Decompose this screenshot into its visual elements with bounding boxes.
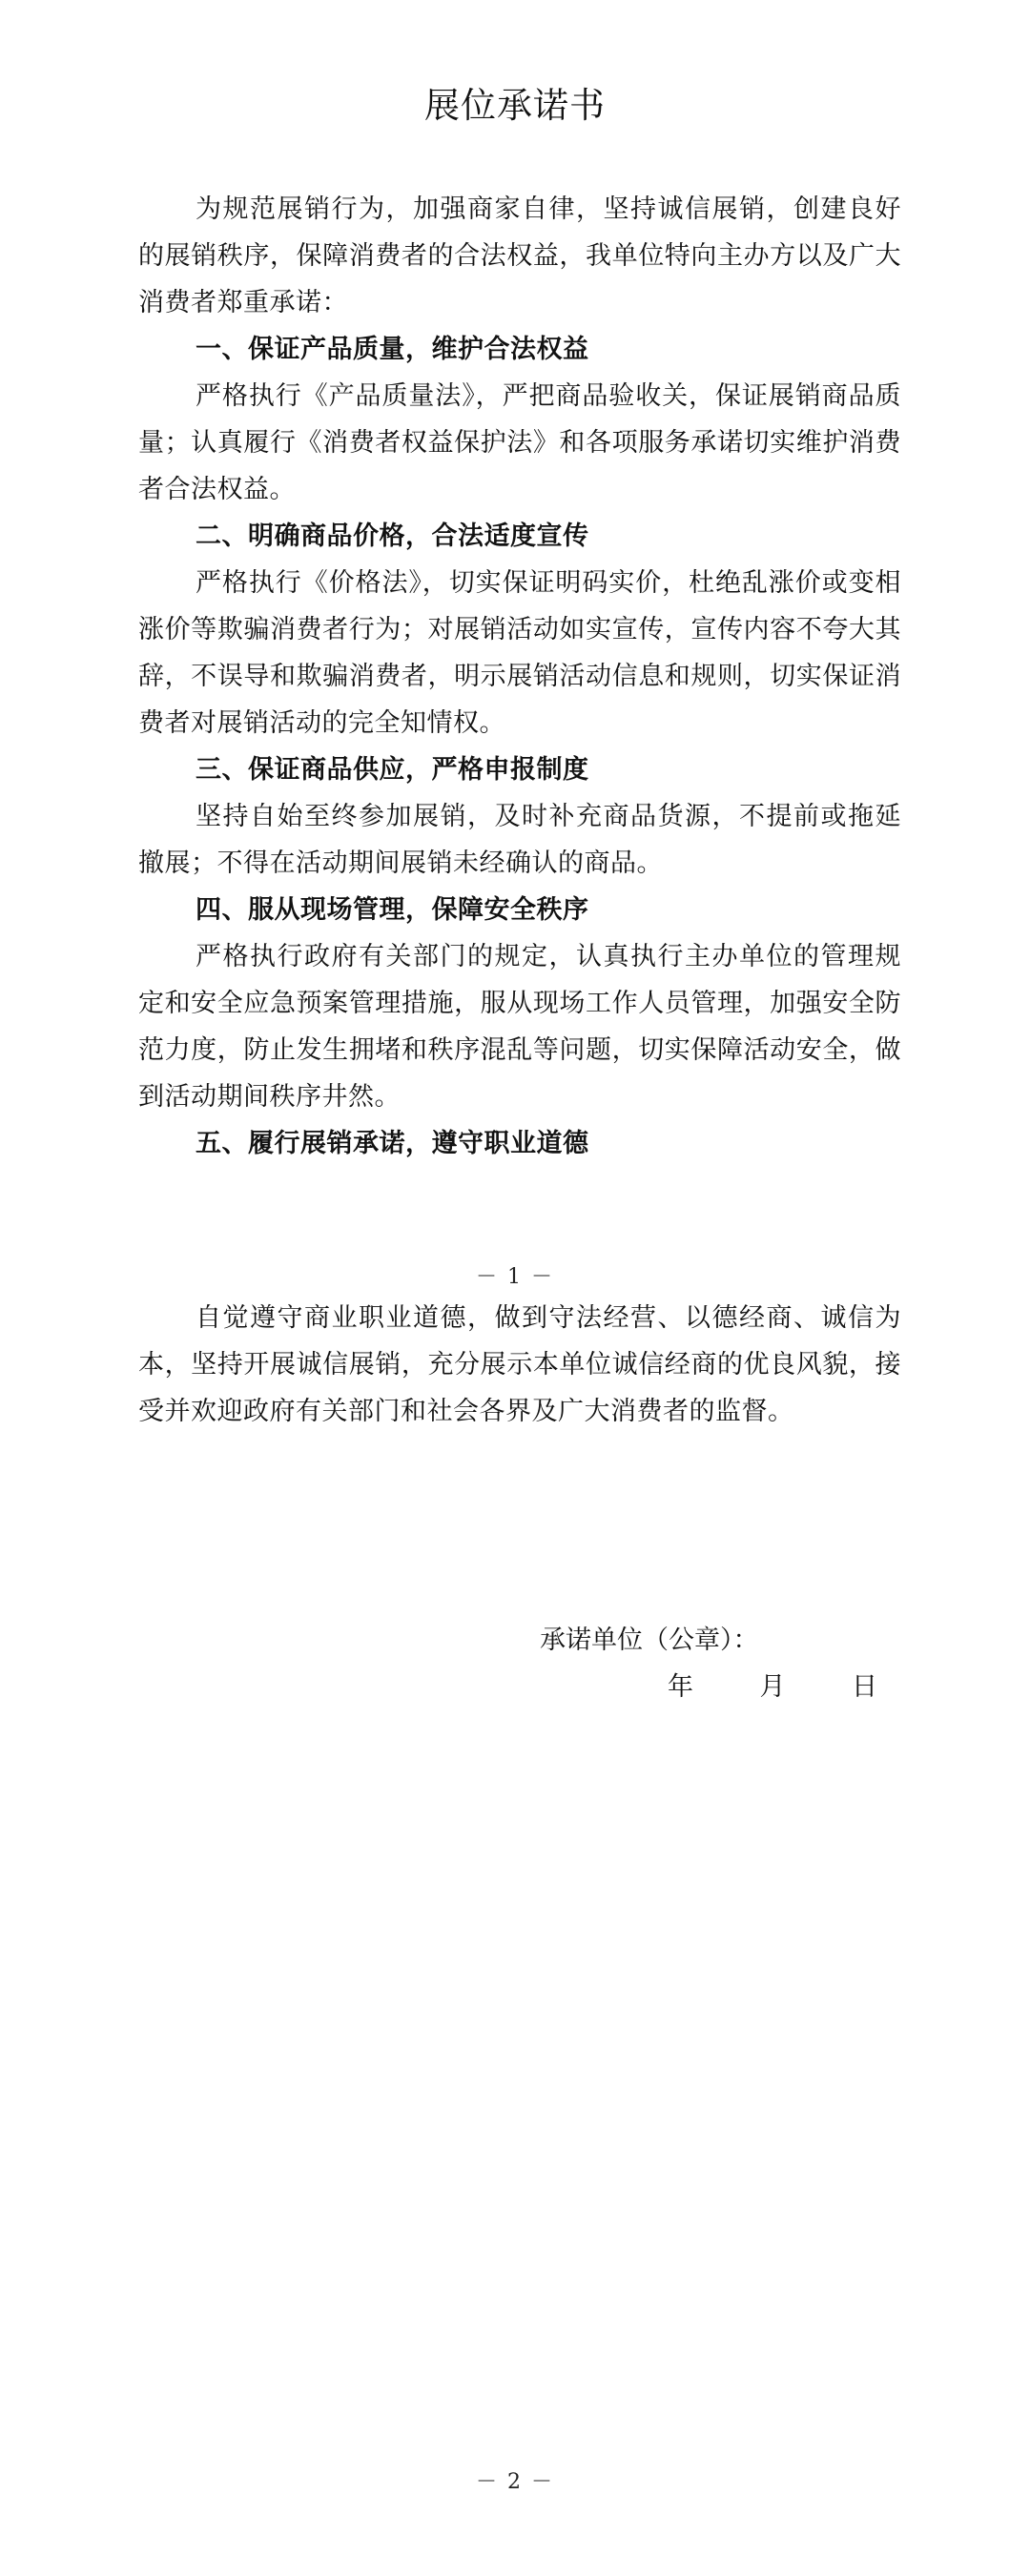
date-line: [668, 1664, 877, 1710]
document-title: 展位承诺书: [424, 85, 606, 126]
section-5-heading: 五、履行展销承诺，遵守职业道德: [196, 1129, 589, 1158]
section-4-heading: 四、服从现场管理，保障安全秩序: [196, 895, 589, 925]
section-1-text: 严格执行《产品质量法》，严把商品验收关，保证展销商品质量；认真履行《消费者权益保护法》和各项服务承诺切实维护消费者合法权益。: [138, 381, 901, 504]
section-2-text: 严格执行《价格法》，切实保证明码实价，杜绝乱涨价或变相涨价等欺骗消费者行为；对展销活动如实宣传，宣传内容不夸大其辞，不误导和欺骗消费者，明示展销活动信息和规则，切实保证消费者对展销活动的完全知情权。: [138, 568, 901, 738]
date-day: 日: [852, 1672, 877, 1702]
page1-body: [138, 186, 901, 1167]
intro-paragraph: 为规范展销行为，加强商家自律，坚持诚信展销，创建良好的展销秩序，保障消费者的合法权益，我单位特向主办方以及广大消费者郑重承诺：: [138, 194, 901, 317]
page-number-2: － 2 －: [476, 2470, 554, 2494]
date-month: 月: [759, 1672, 786, 1702]
signature-block: [540, 1617, 759, 1664]
page2-body: [138, 1295, 901, 1435]
section-3-text: 坚持自始至终参加展销，及时补充商品货源，不提前或拖延撤展；不得在活动期间展销未经确认的商品。: [138, 802, 901, 878]
section-4-text: 严格执行政府有关部门的规定，认真执行主办单位的管理规定和安全应急预案管理措施，服从现场工作人员管理，加强安全防范力度，防止发生拥堵和秩序混乱等问题，切实保障活动安全，做到活动期间秩序井然。: [138, 942, 901, 1112]
section-5-text: 自觉遵守商业职业道德，做到守法经营、以德经商、诚信为本，坚持开展诚信展销，充分展示本单位诚信经商的优良风貌，接受并欢迎政府有关部门和社会各界及广大消费者的监督。: [138, 1303, 901, 1426]
section-2-heading: 二、明确商品价格，合法适度宣传: [196, 521, 589, 551]
date-year: 年: [668, 1672, 693, 1702]
section-3-heading: 三、保证商品供应，严格申报制度: [196, 755, 589, 785]
page-number-1: － 1 －: [476, 1265, 554, 1289]
signature-label: 承诺单位（公章）：: [540, 1625, 759, 1655]
section-1-heading: 一、保证产品质量，维护合法权益: [196, 335, 589, 364]
